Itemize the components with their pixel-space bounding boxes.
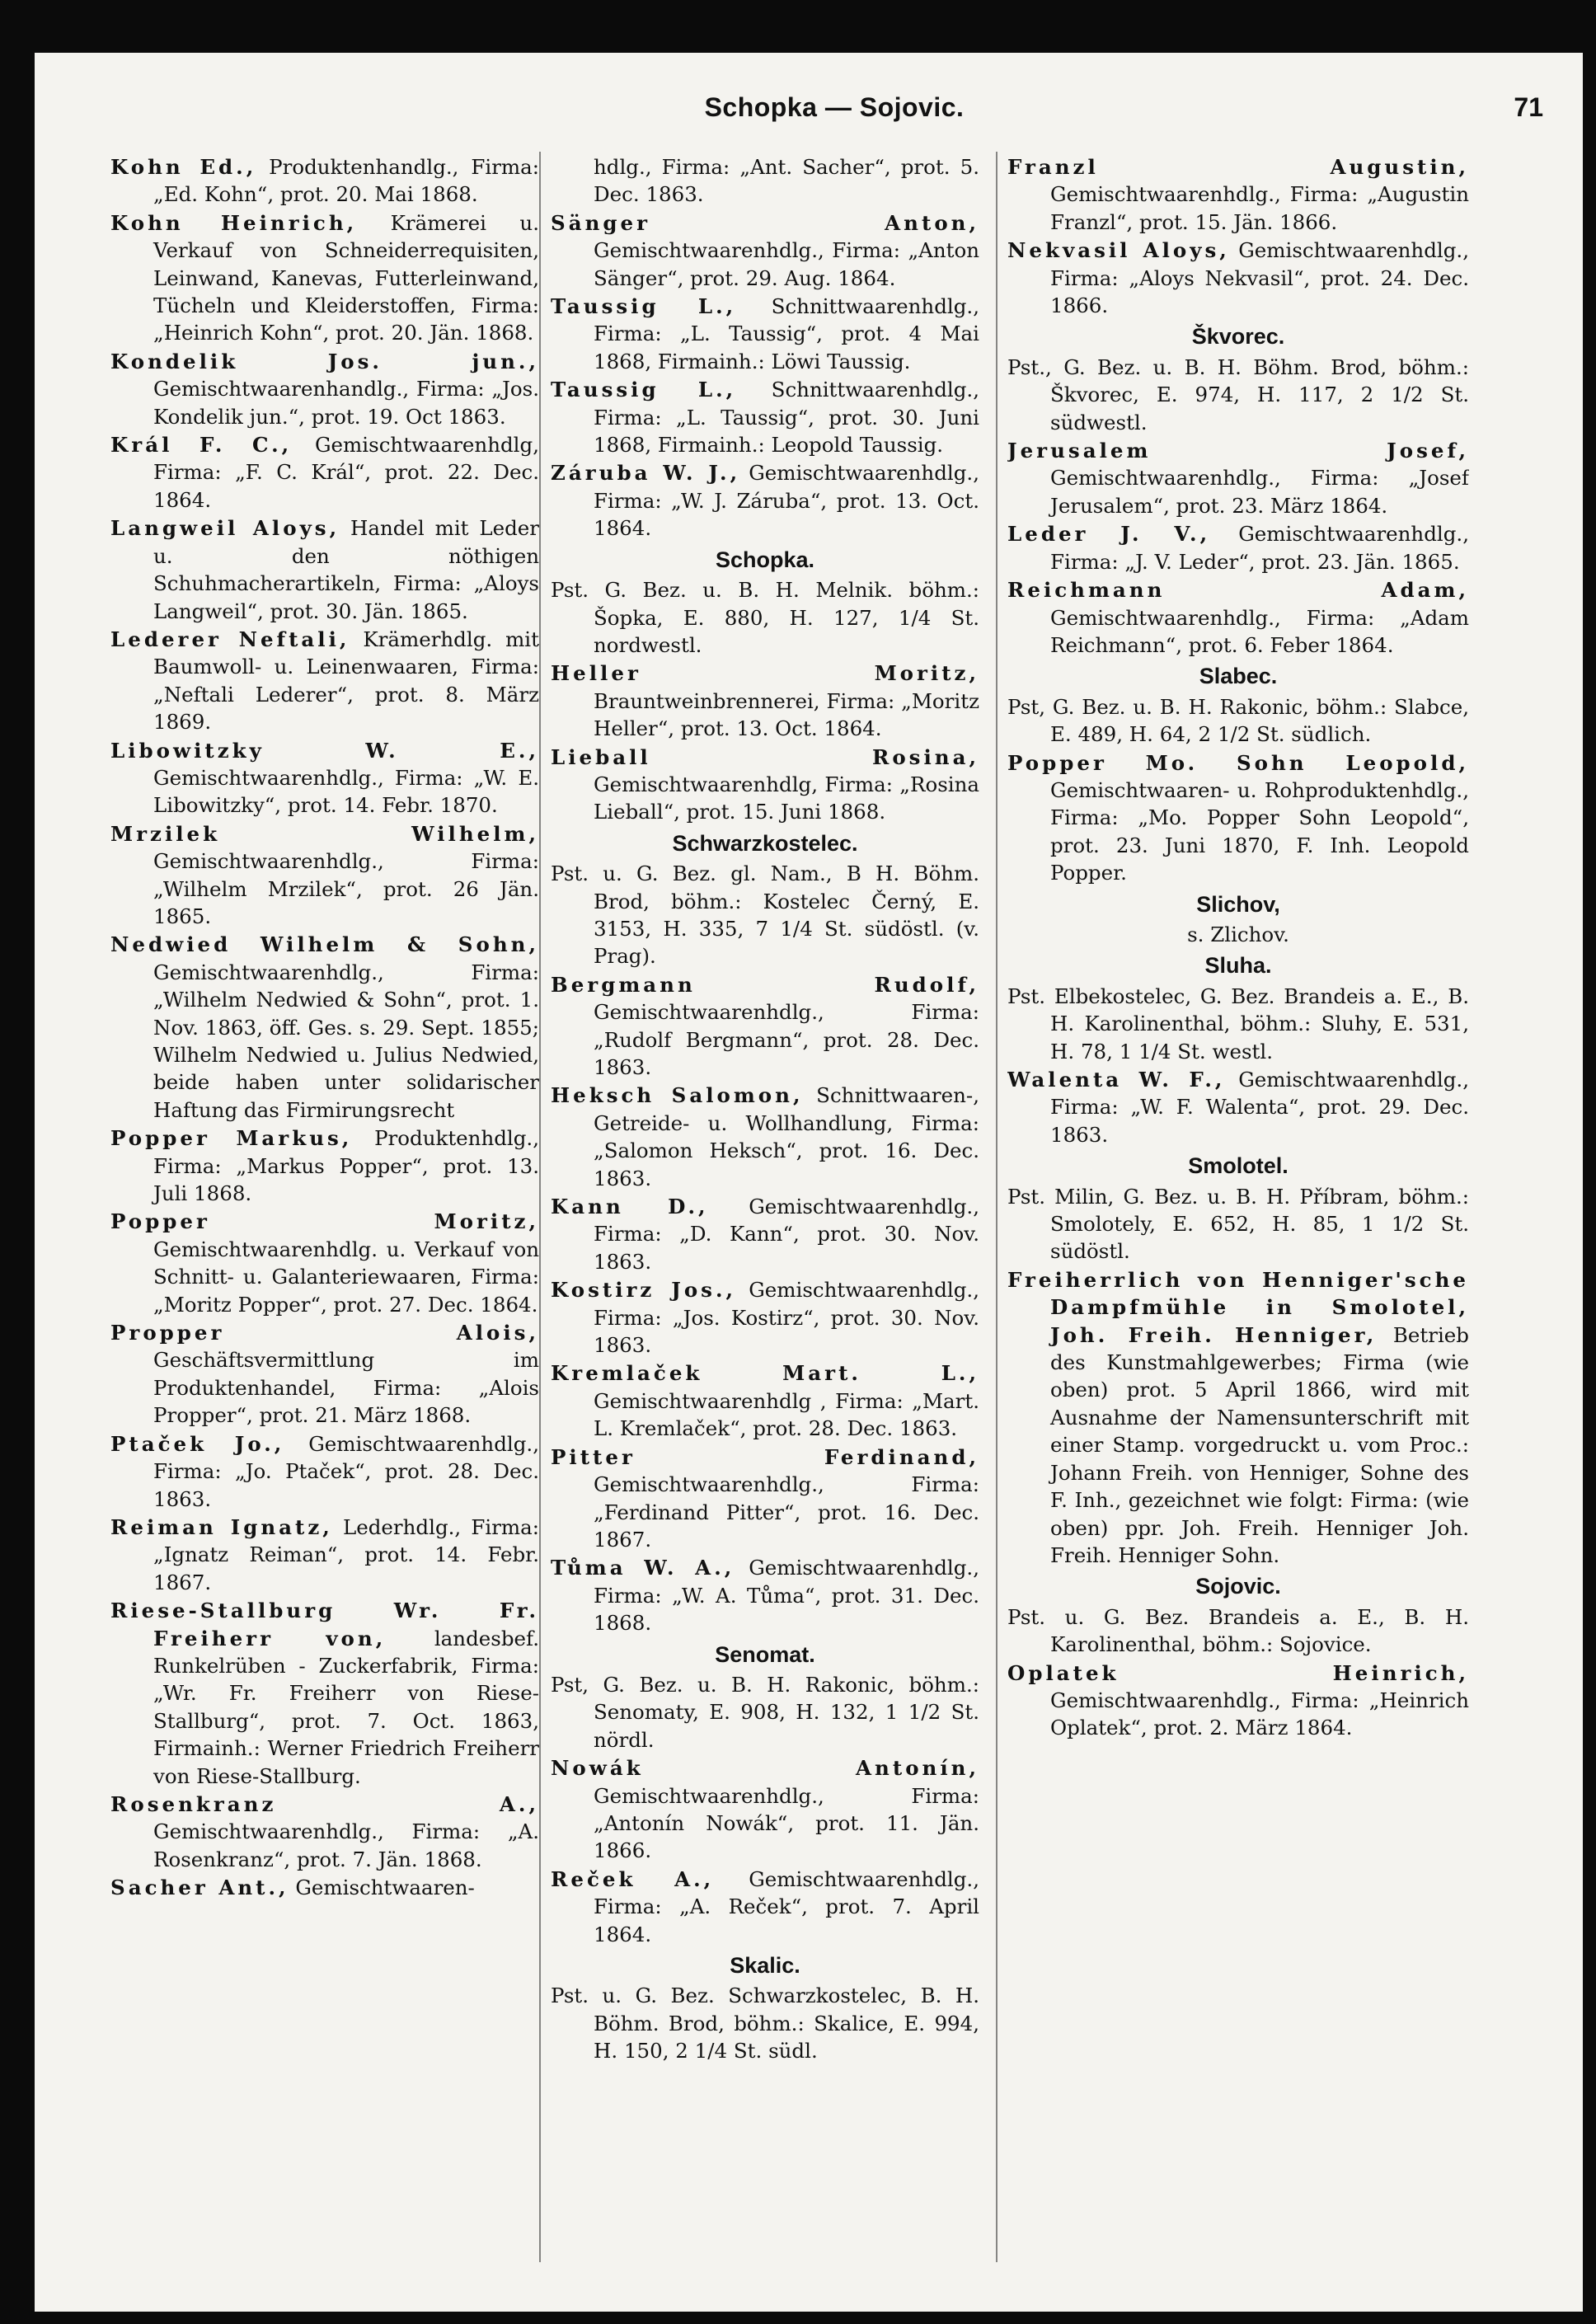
entry-text: Gemischtwaarenhdlg., Firma: „Anton Sänger“, prot. 29. Aug. 1864. (594, 238, 979, 290)
entry-text: Gemischtwaarenhdlg., Firma: „Rudolf Bergmann“, prot. 28. Dec. 1863. (594, 1000, 979, 1079)
directory-entry (110, 1208, 539, 1318)
entry-name: Sänger Anton, (551, 210, 979, 235)
place-heading: Škvorec. (1191, 324, 1285, 350)
directory-entry (1007, 437, 1469, 519)
entry-name: Lederer Neftali, (110, 627, 350, 651)
place-heading: Sluha. (1204, 953, 1272, 979)
directory-entry (551, 744, 979, 826)
directory-entry (551, 209, 979, 292)
entry-name: Kann D., (551, 1195, 709, 1219)
place-info: Pst. u. G. Bez. Brandeis a. E., B. H. Karolinenthal, böhm.: Sojovice. (1007, 1604, 1469, 1657)
place-heading: Senomat. (715, 1641, 815, 1667)
entry-name: Kondelik Jos. jun., (110, 349, 539, 373)
directory-entry (551, 660, 979, 742)
entry-name: Langweil Aloys, (110, 516, 340, 541)
entry-text: Gemischtwaarenhdlg. u. Verkauf von Schnitt- u. Galanteriewaaren, Firma: „Moritz Popper“, prot. 27. Dec. 1864. (153, 1237, 539, 1317)
entry-name: Kohn Ed., (110, 155, 257, 179)
place-info: Pst, G. Bez. u. B. H. Rakonic, böhm.: Slabce, E. 489, H. 64, 2 1/2 St. südlich. (1007, 694, 1469, 747)
entry-name: Popper Moritz, (110, 1209, 539, 1234)
directory-entry (551, 1193, 979, 1275)
directory-entry (110, 348, 539, 430)
directory-entry (551, 1754, 979, 1865)
entry-name: Reček A., (551, 1866, 715, 1891)
entry-text: Gemischtwaarenhdlg., Firma: „Augustin Franzl“, prot. 15. Jän. 1866. (1050, 182, 1469, 234)
column-rule (539, 152, 541, 2262)
entry-text: Lederhdlg., Firma: „Ignatz Reiman“, prot. 14. Febr. 1867. (153, 1514, 539, 1594)
directory-entry (110, 431, 539, 514)
directory-entry (1007, 237, 1469, 319)
entry-name: Franzl Augustin, (1007, 155, 1469, 179)
entry-text: Gemischtwaarenhdlg., Firma: „Antonín Nowák“, prot. 11. Jän. 1866. (594, 1783, 979, 1863)
entry-name: Taussig L., (551, 378, 737, 402)
entry-name: Jerusalem Josef, (1007, 439, 1469, 463)
entry-name: Mrzilek Wilhelm, (110, 821, 539, 846)
page (35, 53, 1583, 2312)
entry-text: Schnittwaaren-, Getreide- u. Wollhandlung, Firma: „Salomon Heksch“, prot. 16. Dec. 1863. (594, 1083, 979, 1190)
directory-entry (1007, 1066, 1469, 1148)
entry-text: Gemischtwaarenhdlg., Firma: „Jo. Ptaček“, prot. 28. Dec. 1863. (153, 1431, 539, 1511)
entry-name: Libowitzky W. E., (110, 738, 539, 763)
column-rule (996, 152, 998, 2262)
place-heading: Schwarzkostelec. (672, 830, 858, 856)
entry-name: Nedwied Wilhelm & Sohn, (110, 932, 539, 957)
directory-entry (551, 376, 979, 458)
entry-text: Produktenhandlg., Firma: „Ed. Kohn“, prot. 20. Mai 1868. (153, 155, 539, 207)
place-info: Pst. u. G. Bez. Schwarzkostelec, B. H. Böhm. Brod, böhm.: Skalice, E. 994, H. 150, 2 1/4 St. südl. (551, 1984, 979, 2063)
directory-entry (110, 209, 539, 347)
entry-text: Gemischtwaarenhdlg., Firma: „Jos. Kostirz“, prot. 30. Nov. 1863. (594, 1278, 979, 1358)
page-number: 71 (1514, 92, 1543, 122)
entry-text: Gemischtwaarenhdlg., Firma: „J. V. Leder“, prot. 23. Jän. 1865. (1050, 522, 1469, 574)
entry-text: Brauntweinbrennerei, Firma: „Moritz Heller“, prot. 13. Oct. 1864. (594, 688, 979, 741)
entry-name: Riese-Stallburg Wr. Fr. Freiherr von, (110, 1599, 539, 1650)
directory-entry (110, 931, 539, 1124)
entry-text: Gemischtwaarenhandlg., Firma: „Jos. Kondelik jun.“, prot. 19. Oct 1863. (153, 377, 539, 429)
place-info: Pst, G. Bez. u. B. H. Rakonic, böhm.: Senomaty, E. 908, H. 132, 1 1/2 St. nördl. (551, 1672, 979, 1752)
entry-name: Heller Moritz, (551, 661, 979, 686)
entry-name: Nowák Antonín, (551, 1756, 979, 1781)
entry-name: Oplatek Heinrich, (1007, 1660, 1469, 1685)
entry-text: Krämerei u. Verkauf von Schneiderrequisiten, Leinwand, Kanevas, Futterleinwand, Tücheln und Kleiderstoffen, Firma: „Heinrich Kohn“, prot. 20. Jän. 1868. (153, 210, 539, 345)
place-info: Pst., G. Bez. u. B. H. Böhm. Brod, böhm.: Škvorec, E. 974, H. 117, 2 1/2 St. südwestl. (1007, 354, 1469, 434)
directory-entry (110, 1319, 539, 1430)
entry-text: landesbef. Runkelrüben - Zuckerfabrik, Firma: „Wr. Fr. Freiherr von Riese-Stallburg“, prot. 7. Oct. 1863, Firmainh.: Werner Friedrich Freiherr von Riese-Stallburg. (153, 1626, 539, 1788)
entry-text: Gemischtwaarenhdlg., Firma: „W. E. Libowitzky“, prot. 14. Febr. 1870. (153, 765, 539, 818)
directory-entry (110, 626, 539, 736)
entry-name: Kremlaček Mart. L., (551, 1361, 979, 1386)
entry-text: Gemischtwaaren- u. Rohproduktenhdlg., Firma: „Mo. Popper Sohn Leopold“, prot. 23. Juni 1870, F. Inh. Leopold Popper. (1050, 777, 1469, 885)
entry-text: Schnittwaarenhdlg., Firma: „L. Taussig“, prot. 4 Mai 1868, Firmainh.: Löwi Taussig. (594, 294, 979, 373)
place-heading: Slichov, (1196, 891, 1280, 917)
entry-text: Gemischtwaarenhdlg., Firma: „A. Reček“, prot. 7. April 1864. (594, 1866, 979, 1946)
entry-name: Král F. C., (110, 433, 293, 458)
entry-text: Gemischtwaaren- (295, 1876, 475, 1900)
entry-name: Pitter Ferdinand, (551, 1444, 979, 1469)
entry-name: Lieball Rosina, (551, 744, 979, 769)
place-heading: Skalic. (730, 1953, 800, 1978)
entry-text: Gemischtwaarenhdlg., Firma: „Wilhelm Mrzilek“, prot. 26 Jän. 1865. (153, 849, 539, 928)
entry-text: Handel mit Leder u. den nöthigen Schuhmacherartikeln, Firma: „Aloys Langweil“, prot. 30. Jän. 1865. (153, 516, 539, 623)
directory-entry (551, 1359, 979, 1442)
entry-text: Gemischtwaarenhdlg , Firma: „Mart. L. Kremlaček“, prot. 28. Dec. 1863. (594, 1388, 979, 1441)
entry-name: Propper Alois, (110, 1321, 539, 1345)
entry-name: Reichmann Adam, (1007, 578, 1469, 603)
entry-name: Sacher Ant., (110, 1876, 289, 1900)
entry-text: Gemischtwaarenhdlg, Firma: „F. C. Král“, prot. 22. Dec. 1864. (153, 433, 539, 512)
entry-name: Bergmann Rudolf, (551, 972, 979, 997)
place-info: Pst. Elbekostelec, G. Bez. Brandeis a. E., B. H. Karolinenthal, böhm.: Sluhy, E. 531, H. 78, 1 1/4 St. westl. (1007, 984, 1469, 1063)
place-info: Pst. Milin, G. Bez. u. B. H. Příbram, böhm.: Smolotely, E. 652, H. 85, 1 1/2 St. südöstl. (1007, 1184, 1469, 1264)
entry-text: Produktenhdlg., Firma: „Markus Popper“, prot. 13. Juli 1868. (153, 1126, 539, 1206)
entry-name: Leder J. V., (1007, 522, 1211, 547)
directory-entry (110, 1874, 539, 1901)
entry-text: Krämerhdlg. mit Baumwoll- u. Leinenwaaren, Firma: „Neftali Lederer“, prot. 8. März 1869. (153, 627, 539, 735)
entry-text: Gemischtwaarenhdlg., Firma: „A. Rosenkranz“, prot. 7. Jän. 1868. (153, 1819, 539, 1871)
entry-text: Gemischtwaarenhdlg., Firma: „D. Kann“, prot. 30. Nov. 1863. (594, 1195, 979, 1274)
directory-entry (110, 820, 539, 931)
entry-text: Gemischtwaarenhdlg., Firma: „Ferdinand Pitter“, prot. 16. Dec. 1867. (594, 1472, 979, 1552)
entry-name: Popper Mo. Sohn Leopold, (1007, 750, 1469, 775)
directory-entry (110, 514, 539, 625)
directory-entry (551, 1866, 979, 1948)
cross-reference: s. Zlichov. (1187, 922, 1289, 946)
directory-entry (551, 293, 979, 375)
entry-name: Tůma W. A., (551, 1556, 735, 1580)
place-info: Pst. u. G. Bez. gl. Nam., B H. Böhm. Brod, böhm.: Kostelec Černý, E. 3153, H. 335, 7 1/4 St. südöstl. (v. Prag). (551, 862, 979, 969)
column-3 (1007, 153, 1469, 2264)
directory-entry (1007, 576, 1469, 659)
directory-entry (110, 1430, 539, 1513)
entry-name: Rosenkranz A., (110, 1791, 539, 1816)
directory-entry (551, 1276, 979, 1359)
entry-text: Gemischtwaarenhdlg., Firma: „W. F. Walenta“, prot. 29. Dec. 1863. (1050, 1068, 1469, 1147)
directory-entry (1007, 1266, 1469, 1569)
directory-entry (110, 153, 539, 209)
directory-entry (1007, 1660, 1469, 1742)
directory-entry (1007, 153, 1469, 236)
page-header (35, 86, 1583, 135)
directory-entry (110, 1514, 539, 1596)
entry-name: Walenta W. F., (1007, 1068, 1226, 1092)
directory-entry (551, 971, 979, 1082)
entry-name: Kostirz Jos., (551, 1278, 737, 1303)
directory-entry (551, 459, 979, 542)
place-heading: Smolotel. (1188, 1153, 1289, 1179)
entry-continuation: hdlg., Firma: „Ant. Sacher“, prot. 5. Dec. 1863. (594, 155, 979, 207)
directory-entry (1007, 520, 1469, 575)
entry-name: Záruba W. J., (551, 461, 741, 486)
directory-entry (551, 1082, 979, 1192)
entry-text: Gemischtwaarenhdlg., Firma: „W. J. Záruba“, prot. 13. Oct. 1864. (594, 461, 979, 541)
entry-text: Gemischtwaarenhdlg., Firma: „Aloys Nekvasil“, prot. 24. Dec. 1866. (1050, 238, 1469, 318)
column-2 (551, 153, 979, 2264)
running-title: Schopka — Sojovic. (704, 92, 965, 122)
entry-name: Reiman Ignatz, (110, 1514, 333, 1539)
directory-entry (110, 1124, 539, 1207)
entry-text: Geschäftsvermittlung im Produktenhandel, Firma: „Alois Propper“, prot. 21. März 1868. (153, 1348, 539, 1428)
directory-entry (110, 1791, 539, 1873)
directory-entry (551, 1444, 979, 1554)
place-heading: Slabec. (1199, 664, 1278, 689)
entry-text: Gemischtwaarenhdlg., Firma: „Wilhelm Nedwied & Sohn“, prot. 1. Nov. 1863, öff. Ges. s. 29. Sept. 1855; Wilhelm Nedwied u. Julius Nedwied, beide haben unter solidarischer Haftung das Firmirungsrecht (153, 960, 539, 1122)
entry-text: Gemischtwaarenhdlg., Firma: „Adam Reichmann“, prot. 6. Feber 1864. (1050, 605, 1469, 657)
entry-text: Gemischtwaarenhdlg., Firma: „W. A. Tůma“, prot. 31. Dec. 1868. (594, 1556, 979, 1636)
entry-text: Gemischtwaarenhdlg, Firma: „Rosina Lieball“, prot. 15. Juni 1868. (594, 772, 979, 824)
entry-name: Freiherrlich von Henniger'sche Dampfmühle in Smolotel, Joh. Freih. Henniger, (1007, 1267, 1469, 1347)
entry-name: Ptaček Jo., (110, 1431, 285, 1456)
entry-name: Nekvasil Aloys, (1007, 238, 1230, 263)
entry-name: Kohn Heinrich, (110, 210, 358, 235)
directory-entry (110, 1597, 539, 1790)
column-1 (110, 153, 539, 2264)
entry-text: Betrieb des Kunstmahlgewerbes; Firma (wie oben) prot. 5 April 1866, wird mit Ausnahme der Namensunterschrift mit einer Stamp. vorgedruckt u. vom Proc.: Johann Freih. von Henniger, Sohne des F. Inh., gezeichnet wie folgt: Firma: (wie oben) ppr. Joh. Freih. Henniger Joh. Freih. Henniger Sohn. (1050, 1322, 1469, 1567)
entry-name: Taussig L., (551, 294, 737, 319)
entry-text: Schnittwaarenhdlg., Firma: „L. Taussig“, prot. 30. Juni 1868, Firmainh.: Leopold Taussig. (594, 378, 979, 458)
place-info: Pst. G. Bez. u. B. H. Melnik. böhm.: Šopka, E. 880, H. 127, 1/4 St. nordwestl. (551, 578, 979, 657)
directory-entry (551, 1554, 979, 1636)
entry-text: Gemischtwaarenhdlg., Firma: „Josef Jerusalem“, prot. 23. März 1864. (1050, 466, 1469, 518)
entry-text: Gemischtwaarenhdlg., Firma: „Heinrich Oplatek“, prot. 2. März 1864. (1050, 1688, 1469, 1740)
directory-entry (110, 737, 539, 819)
entry-name: Popper Markus, (110, 1126, 353, 1151)
entry-name: Heksch Salomon, (551, 1083, 804, 1108)
place-heading: Schopka. (715, 547, 815, 572)
directory-entry (1007, 749, 1469, 887)
place-heading: Sojovic. (1195, 1574, 1281, 1599)
